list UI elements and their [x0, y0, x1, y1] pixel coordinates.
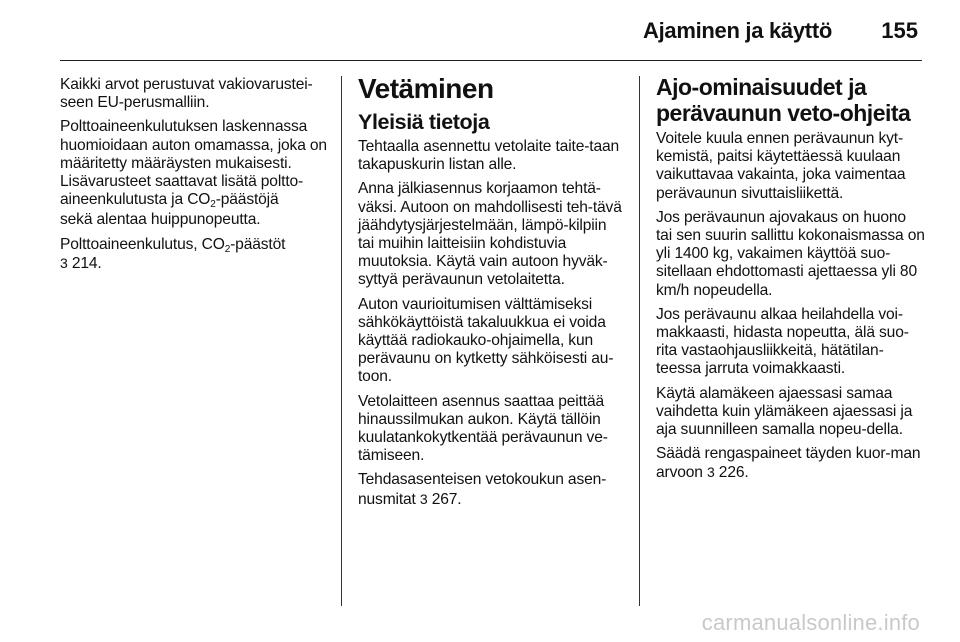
column-2 [358, 74, 626, 515]
paragraph [656, 445, 926, 482]
paragraph: Auton vaurioitumisen välttämiseksi sähkökäyttöistä takaluukkua ei voida käyttää radiokauko-ohjaimella, kun perävaunu on kytketty sähköisesti au-toon. [358, 295, 614, 386]
watermark: carmanualsonline.info [701, 610, 920, 635]
paragraph [60, 76, 330, 112]
subsection-title: Yleisiä tietoja [358, 110, 490, 134]
column-1 [60, 76, 330, 279]
paragraph: Jos perävaunun ajovakaus on huono tai sen suurin sallittu kokonaismassa on yli 1400 kg, vakaimen käyttöä suo-sitellaan ehdottomasti ajettaessa yli 80 km/h nopeudella. [656, 208, 925, 299]
section-title: Vetäminen [358, 73, 494, 104]
header-title: Ajaminen ja käyttö [643, 18, 832, 43]
paragraph [60, 118, 330, 209]
paragraph-text: -päästöjä [215, 191, 279, 209]
paragraph: Jos perävaunu alkaa heilahdella voi-makkaasti, hidasta nopeutta, älä suo-rita vastaohjausliikkeitä, hätätilan-teessa jarruta voimakkaasti. [656, 305, 909, 378]
page-reference-icon: 3 [419, 490, 428, 507]
subscript: 2 [224, 243, 231, 255]
paragraph-text: Polttoaineenkulutuksen laskennassa huomioidaan auton omamassa, joka on määritetty määräysten mukaisesti. Lisävarusteet saattavat lisätä poltto-aineenkulutusta ja CO [60, 118, 327, 209]
paragraph [358, 471, 626, 508]
page-header [60, 0, 922, 56]
page-reference-icon: 3 [60, 254, 68, 271]
paragraph-text: Tehdasasenteisen vetokoukun asen-nusmitat [358, 471, 607, 508]
paragraph-text: Polttoaineenkulutus, CO [60, 235, 225, 253]
page-number: 155 [881, 18, 918, 43]
header-rule [60, 60, 922, 61]
column-divider [639, 76, 640, 606]
page-reference[interactable]: 267. [427, 490, 462, 508]
paragraph [60, 211, 330, 229]
paragraph-text: -päästöt [230, 235, 286, 253]
paragraph-text: Kaikki arvot perustuvat vakiovarustei-seen EU-perusmalliin. [60, 76, 313, 112]
paragraph: Voitele kuula ennen perävaunun kyt-kemistä, paitsi käytettäessä kuulaan vaikuttavaa vakainta, joka vaimentaa perävaunun sivuttaisliikettä. [656, 130, 906, 202]
paragraph-text: Säädä rengaspaineet täyden kuor-man arvoon [656, 445, 921, 482]
page-reference[interactable]: 214. [67, 254, 102, 272]
paragraph: Vetolaitteen asennus saattaa peittää hinaussilmukan aukon. Käytä tällöin kuulatankokytkentää perävaunun ve-tämiseen. [358, 392, 608, 465]
paragraph: Anna jälkiasennus korjaamon tehtä-väksi. Autoon on mahdollisesti teh-tävä jäähdytysjärjestelmään, lämpö-kilpiin tai muihin laitteisiin kohdistuvia muutoksia. Käytä vain autoon hyväk-syttyä perävaunun vetolaitetta. [358, 180, 622, 289]
paragraph: Käytä alamäkeen ajaessasi samaa vaihdetta kuin ylämäkeen ajaessasi ja aja suunnilleen samalla nopeu-della. [656, 384, 913, 439]
page-reference[interactable]: 226. [714, 464, 749, 482]
paragraph [60, 236, 330, 273]
paragraph: Tehtaalla asennettu vetolaite taite-taan takapuskurin listan alle. [358, 138, 620, 174]
subscript: 2 [210, 199, 216, 211]
section-title: Ajo-ominaisuudet ja perävaunun veto-ohjeita [656, 74, 911, 126]
column-divider [341, 76, 342, 606]
paragraph-text: sekä alentaa huippunopeutta. [60, 211, 261, 229]
column-3 [656, 74, 926, 489]
page-reference-icon: 3 [706, 464, 715, 481]
